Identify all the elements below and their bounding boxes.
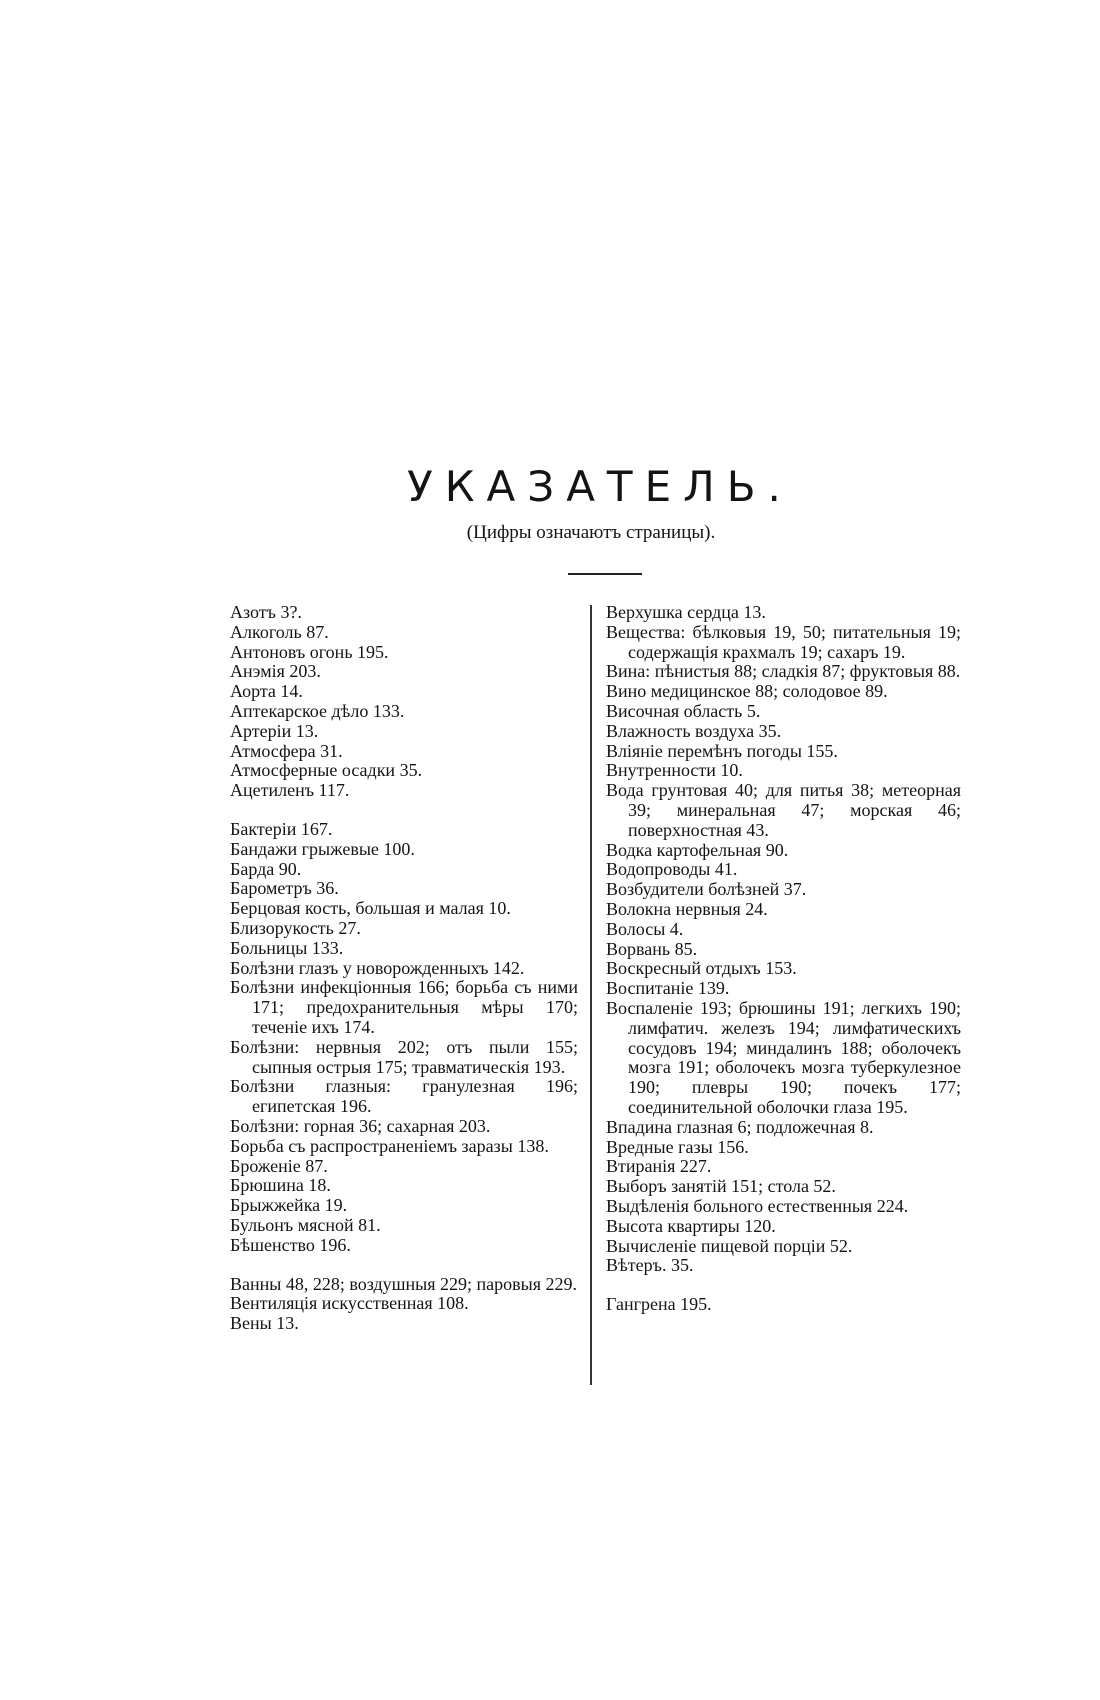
index-entry: Вина: пѣнистыя 88; сладкія 87; фруктовыя 88. xyxy=(606,661,961,682)
index-entry: Выдѣленія больного естественныя 224. xyxy=(606,1195,909,1216)
index-entry: Бактеріи 167. xyxy=(230,818,333,839)
left-index-column xyxy=(230,603,578,1334)
index-entry: Болѣзни инфекціонныя 166; борьба съ ними 171; предохранительныя мѣры 170; теченіе ихъ 174. xyxy=(230,977,578,1037)
index-entry: Выборъ занятій 151; стола 52. xyxy=(606,1176,836,1197)
index-entry: Вычисленіе пищевой порціи 52. xyxy=(606,1235,853,1256)
index-entry: Втиранія 227. xyxy=(606,1156,712,1177)
index-entry: Алкоголь 87. xyxy=(230,621,329,642)
index-entry: Атмосфера 31. xyxy=(230,740,343,761)
index-entry: Вода грунтовая 40; для питья 38; метеорная 39; минеральная 47; морская 46; поверхностная 43. xyxy=(606,780,961,840)
page-subtitle: (Цифры означаютъ страницы). xyxy=(466,522,716,543)
index-entry: Волосы 4. xyxy=(606,918,684,939)
index-entry: Болѣзни глазъ у новорожденныхъ 142. xyxy=(230,957,525,978)
index-entry: Аптекарское дѣло 133. xyxy=(230,700,405,721)
index-entry: Вѣтеръ. 35. xyxy=(606,1255,694,1276)
index-entry: Впадина глазная 6; подложечная 8. xyxy=(606,1116,874,1137)
page-title: УКАЗАТЕЛЬ. xyxy=(407,462,793,511)
index-entry: Берцовая кость, большая и малая 10. xyxy=(230,898,511,919)
index-entry: Высота квартиры 120. xyxy=(606,1215,776,1236)
index-entry: Аорта 14. xyxy=(230,681,303,702)
column-divider xyxy=(590,605,592,1385)
index-entry: Близорукость 27. xyxy=(230,917,361,938)
index-entry: Антоновъ огонь 195. xyxy=(230,641,389,662)
index-entry: Барометръ 36. xyxy=(230,878,339,899)
index-entry: Больницы 133. xyxy=(230,937,344,958)
index-entry: Вещества: бѣлковыя 19, 50; питательныя 19; содержащія крахмалъ 19; сахаръ 19. xyxy=(606,621,961,662)
right-index-column xyxy=(606,603,961,1315)
index-entry: Ванны 48, 228; воздушныя 229; паровыя 229. xyxy=(230,1273,578,1294)
index-entry: Ворвань 85. xyxy=(606,938,698,959)
index-entry: Волокна нервныя 24. xyxy=(606,898,768,919)
index-entry: Воскресный отдыхъ 153. xyxy=(606,958,797,979)
index-entry: Вредные газы 156. xyxy=(606,1136,749,1157)
index-entry: Ацетиленъ 117. xyxy=(230,780,350,801)
index-entry: Анэмія 203. xyxy=(230,661,321,682)
index-entry: Гангрена 195. xyxy=(606,1294,712,1315)
index-entry: Болѣзни: горная 36; сахарная 203. xyxy=(230,1115,491,1136)
index-entry: Барда 90. xyxy=(230,858,302,879)
index-entry: Азотъ 3?. xyxy=(230,602,302,622)
index-entry: Височная область 5. xyxy=(606,700,761,721)
index-entry: Верхушка сердца 13. xyxy=(606,602,766,622)
index-entry: Водка картофельная 90. xyxy=(606,839,789,860)
index-entry: Вино медицинское 88; солодовое 89. xyxy=(606,681,888,702)
index-entry: Артеріи 13. xyxy=(230,720,319,741)
index-entry: Влажность воздуха 35. xyxy=(606,720,782,741)
index-entry: Борьба съ распространеніемъ заразы 138. xyxy=(230,1135,549,1156)
index-entry: Брыжжейка 19. xyxy=(230,1195,348,1216)
index-entry: Вліяніе перемѣнъ погоды 155. xyxy=(606,740,838,761)
index-entry: Вентиляція искусственная 108. xyxy=(230,1293,469,1314)
index-entry: Бульонъ мясной 81. xyxy=(230,1214,381,1235)
index-entry: Брюшина 18. xyxy=(230,1175,331,1196)
index-entry: Возбудители болѣзней 37. xyxy=(606,879,807,900)
index-entry: Болѣзни: нервныя 202; отъ пыли 155; сыпныя острыя 175; травматическія 193. xyxy=(230,1036,578,1077)
index-entry: Броженіе 87. xyxy=(230,1155,328,1176)
index-entry: Внутренности 10. xyxy=(606,760,743,781)
index-entry: Болѣзни глазныя: гранулезная 196; египетская 196. xyxy=(230,1076,578,1117)
index-entry: Вены 13. xyxy=(230,1313,299,1334)
title-rule xyxy=(568,573,642,575)
index-entry: Воспитаніе 139. xyxy=(606,978,730,999)
index-entry: Воспаленіе 193; брюшины 191; легкихъ 190; лимфатич. железъ 194; лимфатическихъ сосудовъ 194; миндалинъ 188; оболочекъ мозга 191; оболочекъ мозга туберкулезное 190; плевры 190; почекъ 177; соединительной оболочки глаза 195. xyxy=(606,997,961,1117)
index-entry: Водопроводы 41. xyxy=(606,859,738,880)
index-entry: Атмосферные осадки 35. xyxy=(230,760,423,781)
index-entry: Бандажи грыжевые 100. xyxy=(230,838,415,859)
index-entry: Бѣшенство 196. xyxy=(230,1234,351,1255)
